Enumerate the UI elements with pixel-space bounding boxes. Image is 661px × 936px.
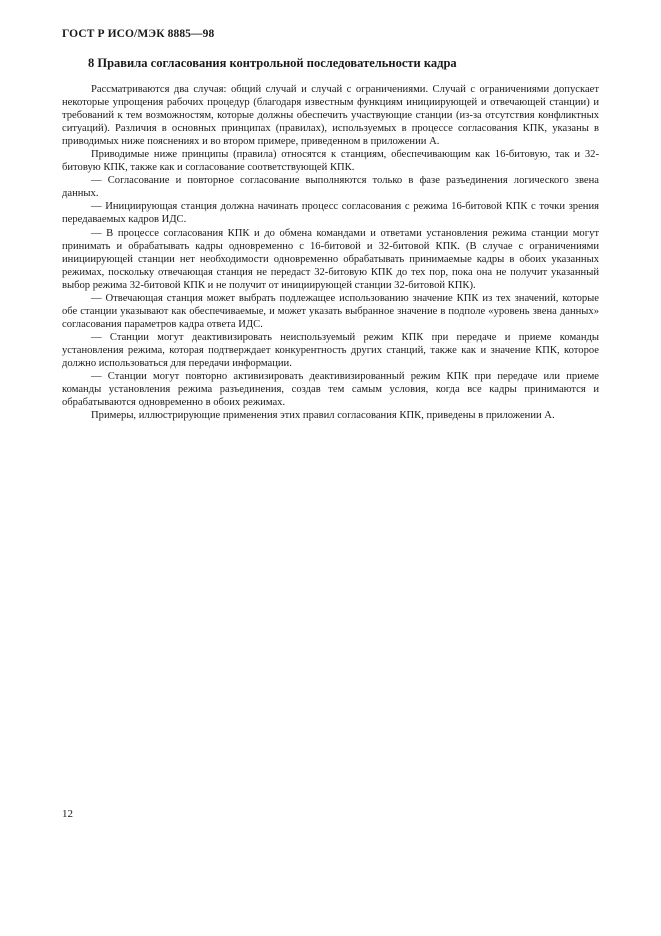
paragraph-rule-3: — В процессе согласования КПК и до обмена командами и ответами установления режима станции могут принимать и обрабатывать кадры одновременно с 16-битовой и 32-битовой КПК. (В случае с ограничениями инициирующей станции нет необходимости одновременно обрабатывать принимаемые кадры в обоих указанных режимах, поскольку отвечающая станция не передаст 32-битовую КПК до тех пор, пока она не получит указанный выбор режима 32-битовой КПК и не получит от инициирующей станции 32-битовой КПК). xyxy=(62,227,599,291)
paragraph-rule-2: — Инициирующая станция должна начинать процесс согласования с режима 16-битовой КПК с точки зрения передаваемых кадров ИДС. xyxy=(62,201,599,226)
paragraph-rule-1: — Согласование и повторное согласование выполняются только в фазе разъединения логического звена данных. xyxy=(62,175,599,200)
paragraph-rule-4: — Отвечающая станция может выбрать подлежащее использованию значение КПК из тех значений, которые обе станции указывают как обеспечиваемые, и может указать выбранное значение в подполе «уровень звена данных» согласования параметров кадра ответа ИДС. xyxy=(62,292,599,330)
section-title: 8 Правила согласования контрольной последовательности кадра xyxy=(88,56,457,70)
paragraph-rule-5: — Станции могут деактивизировать неиспользуемый режим КПК при передаче и приеме команды установления режима, которая подтверждает конкурентность других станций, также как и значение КПК, которое должно использоваться для передачи информации. xyxy=(62,331,599,369)
paragraph-principles: Приводимые ниже принципы (правила) относятся к станциям, обеспечивающим как 16-битовую, так и 32-битовую КПК, также как и согласование соответствующей КПК. xyxy=(62,149,599,174)
page-number: 12 xyxy=(62,808,73,820)
paragraph-examples: Примеры, иллюстрирующие применения этих правил согласования КПК, приведены в приложении А. xyxy=(91,410,555,422)
body-text xyxy=(62,83,599,422)
paragraph-intro: Рассматриваются два случая: общий случай и случай с ограничениями. Случай с ограничениями допускает некоторые упрощения рабочих процедур (благодаря известным функциям инициирующей и отвечающей станции) и требований к тем возможностям, которые должны обеспечить участвующие станции (из-за отсутствия конфликтных ситуаций). Различия в основных принципах (правилах), используемых в процессе согласования КПК, указаны в приводимых ниже пояснениях и во втором примере, приведенном в приложении А. xyxy=(62,84,599,148)
document-header: ГОСТ Р ИСО/МЭК 8885—98 xyxy=(62,28,215,40)
paragraph-rule-6: — Станции могут повторно активизировать деактивизированный режим КПК при передаче или приеме команды установления режима разъединения, создав тем самым условия, когда все кадры принимаются и обрабатываются одновременно в обоих режимах. xyxy=(62,371,599,409)
